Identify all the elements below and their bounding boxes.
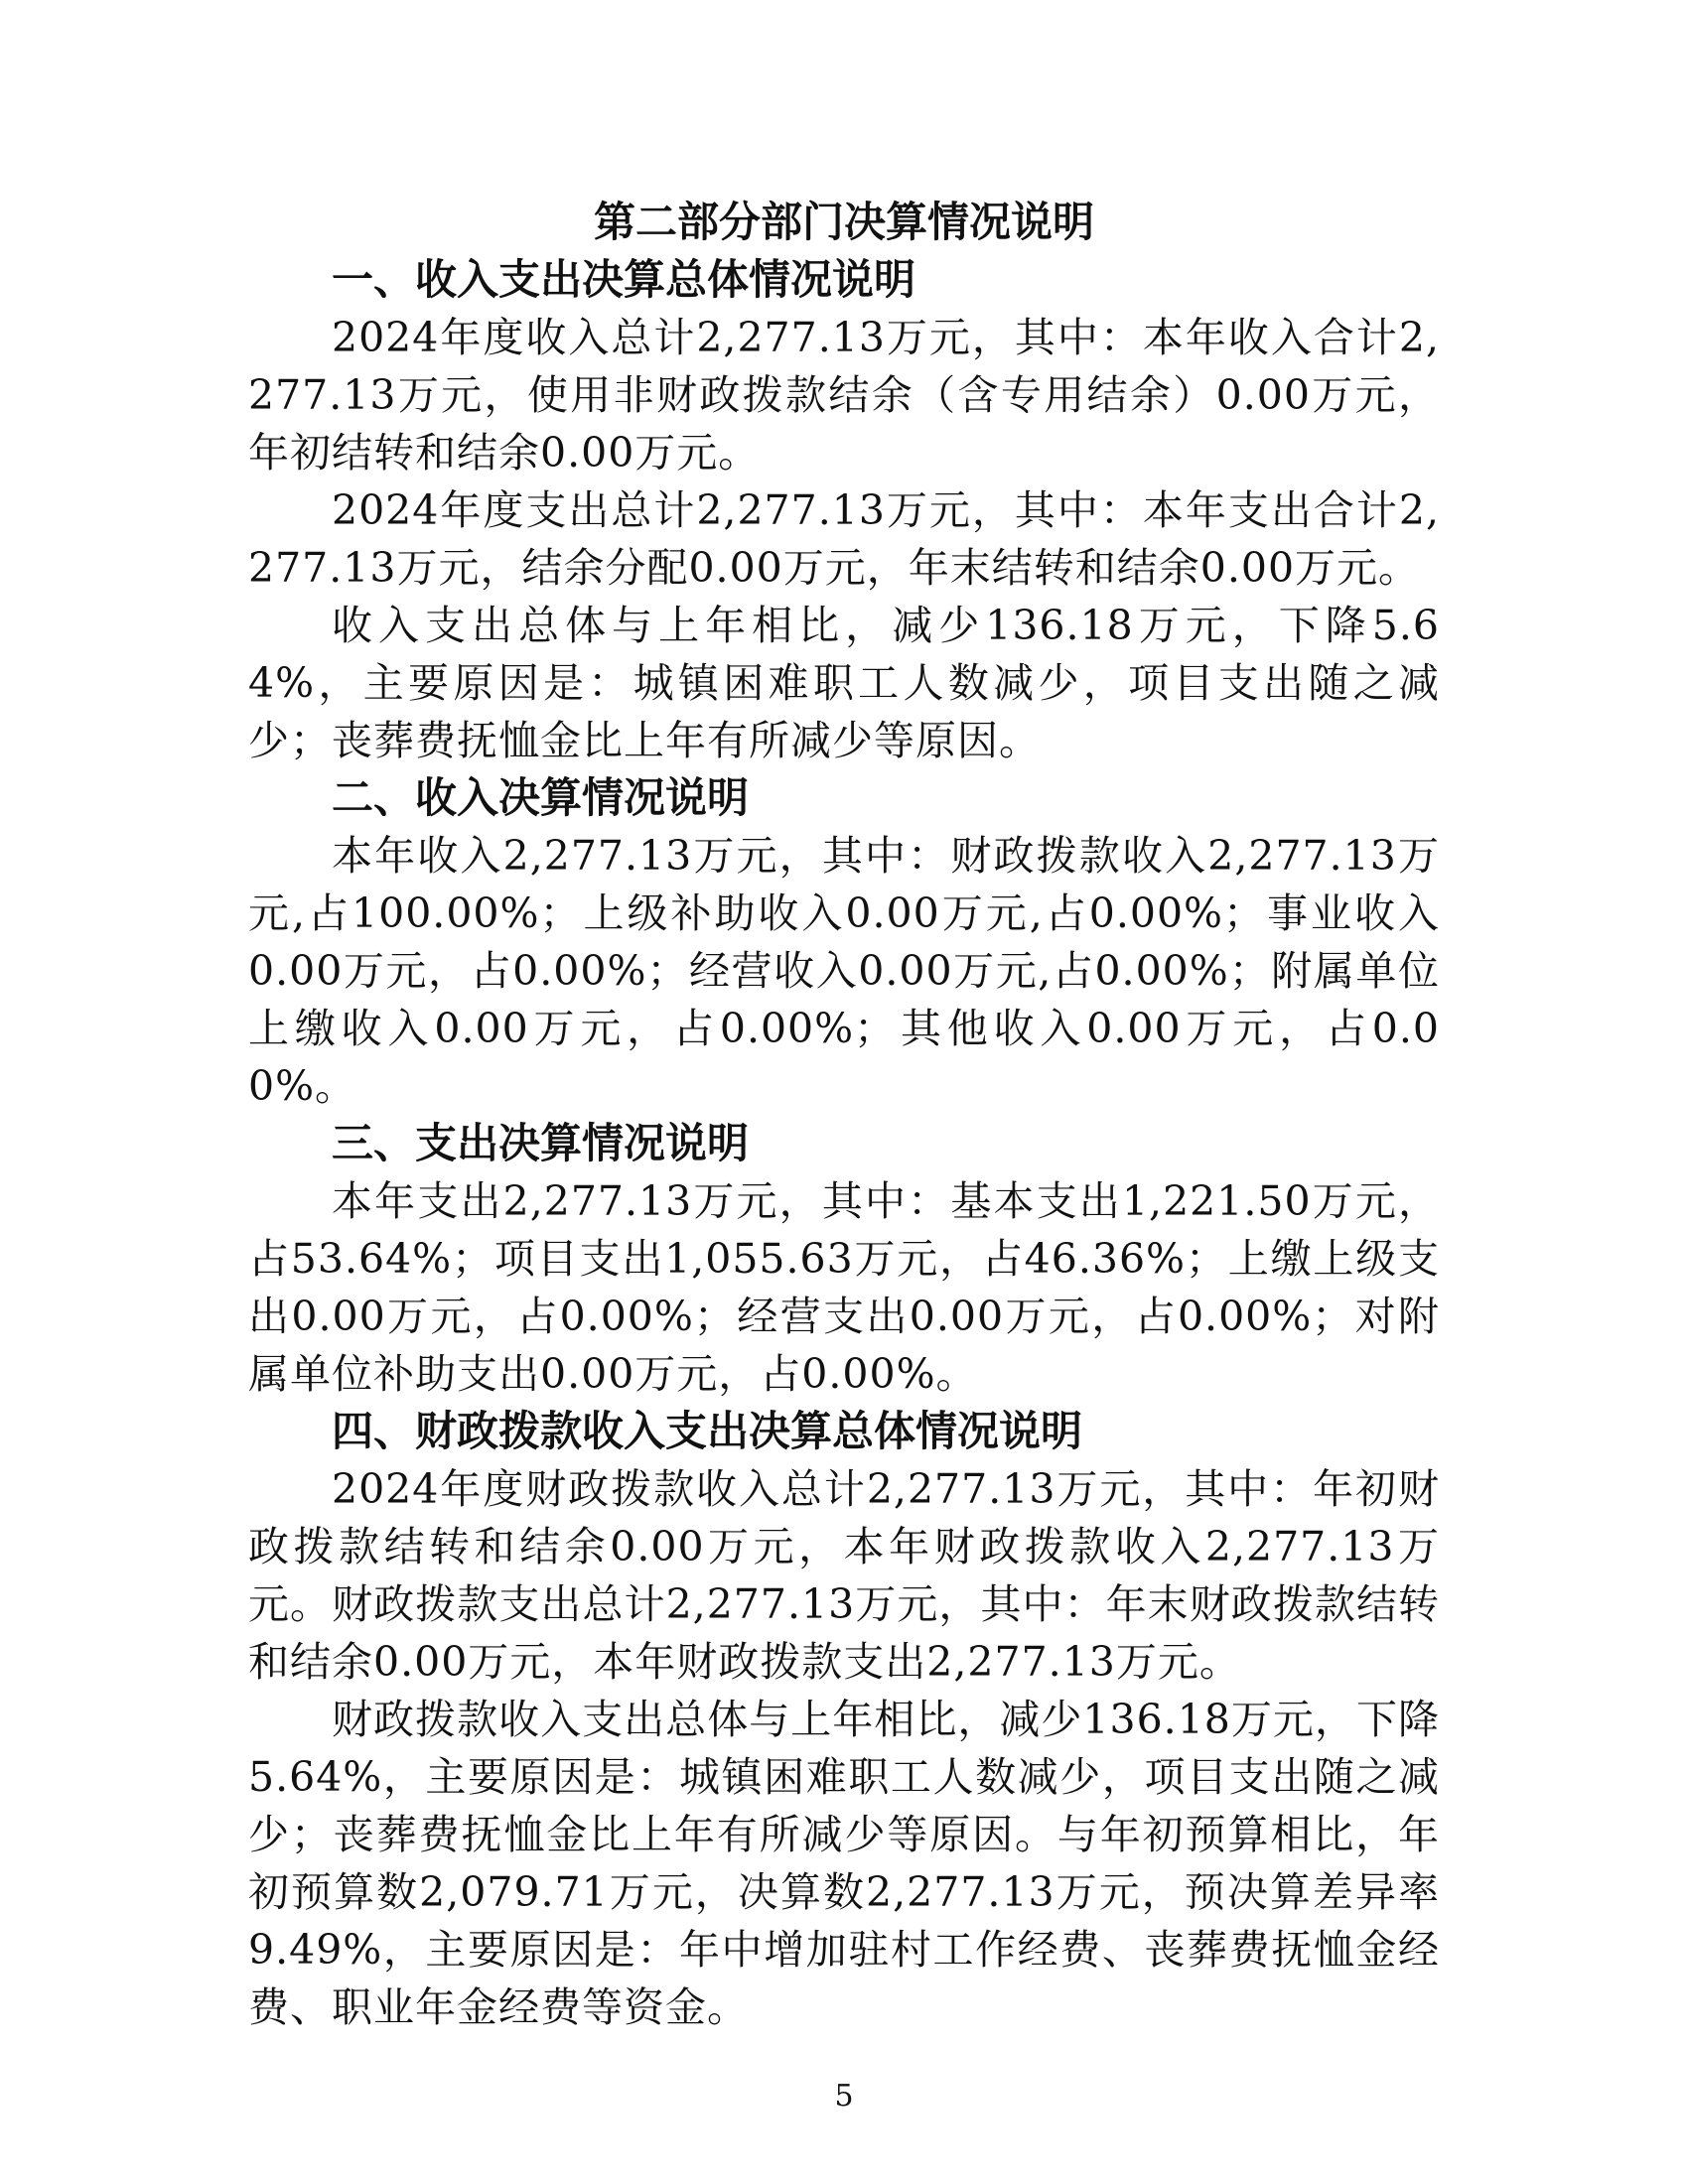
paragraph: 收入支出总体与上年相比，减少136.18万元，下降5.64%，主要原因是：城镇困难职工人数减少，项目支出随之减少；丧葬费抚恤金比上年有所减少等原因。 (248, 602, 1440, 764)
section-overall-income-expenditure (248, 251, 1440, 769)
paragraph: 2024年度收入总计2,277.13万元，其中：本年收入合计2,277.13万元，使用非财政拨款结余（含专用结余）0.00万元，年初结转和结余0.00万元。 (248, 314, 1440, 477)
document-title: 第二部分部门决算情况说明 (593, 198, 1094, 246)
paragraph: 本年收入2,277.13万元，其中：财政拨款收入2,277.13万元,占100.00%；上级补助收入0.00万元,占0.00%；事业收入0.00万元，占0.00%；经营收入0.00万元,占0.00%；附属单位上缴收入0.00万元，占0.00%；其他收入0.00万元，占0.00%。 (248, 832, 1440, 1110)
paragraph: 2024年度财政拨款收入总计2,277.13万元，其中：年初财政拨款结转和结余0.00万元，本年财政拨款收入2,277.13万元。财政拨款支出总计2,277.13万元，其中：年末财政拨款结转和结余0.00万元，本年财政拨款支出2,277.13万元。 (248, 1465, 1440, 1686)
section-heading: 一、收入支出决算总体情况说明 (332, 255, 916, 304)
section-heading: 四、财政拨款收入支出决算总体情况说明 (332, 1407, 1083, 1455)
section-heading: 三、支出决算情况说明 (332, 1119, 750, 1167)
paragraph: 财政拨款收入支出总体与上年相比，减少136.18万元，下降5.64%，主要原因是：城镇困难职工人数减少，项目支出随之减少；丧葬费抚恤金比上年有所减少等原因。与年初预算相比，年初预算数2,079.71万元，决算数2,277.13万元，预决算差异率9.49%，主要原因是：年中增加驻村工作经费、丧葬费抚恤金经费、职业年金经费等资金。 (248, 1696, 1440, 2031)
section-fiscal-appropriation (248, 1403, 1440, 2036)
document-page (248, 194, 1440, 2036)
paragraph: 2024年度支出总计2,277.13万元，其中：本年支出合计2,277.13万元，结余分配0.00万元，年末结转和结余0.00万元。 (248, 486, 1440, 592)
section-income (248, 769, 1440, 1115)
page-number: 5 (834, 2079, 854, 2114)
section-heading: 二、收入决算情况说明 (332, 773, 750, 822)
section-expenditure (248, 1115, 1440, 1403)
paragraph: 本年支出2,277.13万元，其中：基本支出1,221.50万元，占53.64%；项目支出1,055.63万元，占46.36%；上缴上级支出0.00万元，占0.00%；经营支出0.00万元，占0.00%；对附属单位补助支出0.00万元，占0.00%。 (248, 1177, 1440, 1398)
